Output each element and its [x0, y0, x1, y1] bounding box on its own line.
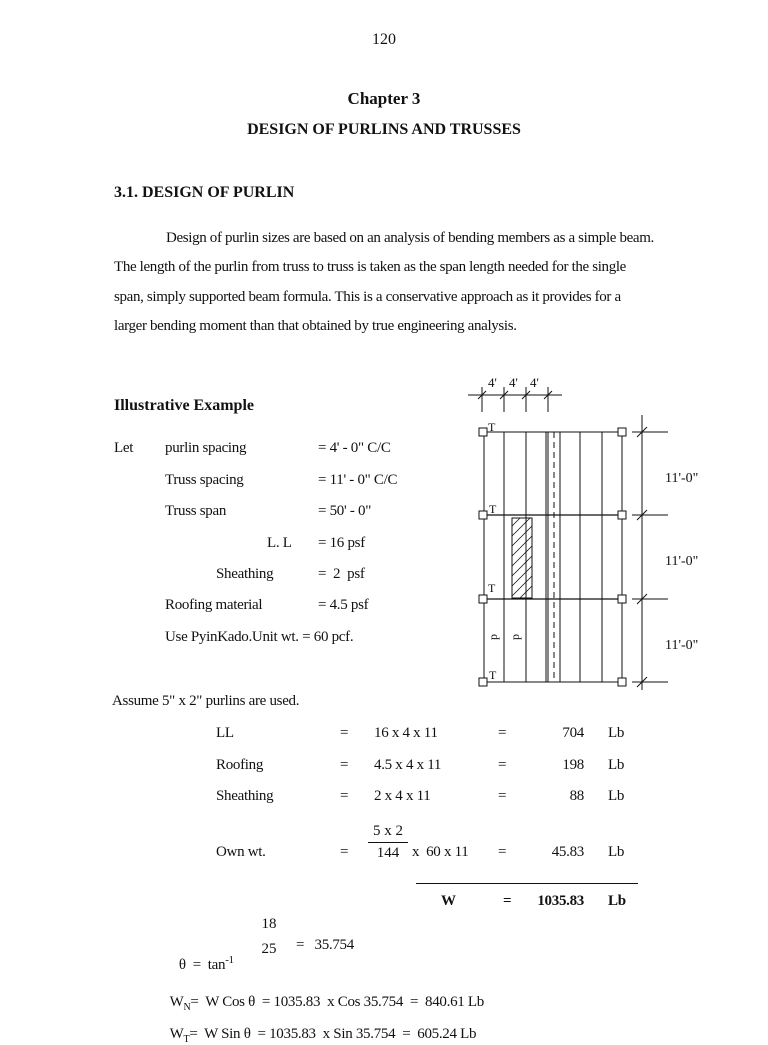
- load-expression: 16 x 4 x 11: [374, 725, 438, 741]
- given-value: = 50' - 0": [318, 503, 372, 519]
- theta-fraction: [254, 916, 284, 958]
- load-label: Own wt.: [216, 844, 266, 860]
- unit-weight-note: Use PyinKado.Unit wt. = 60 pcf.: [165, 629, 354, 645]
- wt-subscript: T: [183, 1034, 190, 1045]
- chapter-heading: Chapter 3: [347, 89, 421, 108]
- span-dim-label: 11'-0": [665, 638, 699, 653]
- dim-label: 4': [530, 375, 539, 390]
- paragraph-line: span, simply supported beam formula. This is a conservative approach as it provides for a: [114, 288, 621, 305]
- wt-symbol: W: [169, 1026, 184, 1042]
- own-weight-fraction: [368, 823, 408, 862]
- intro-paragraph: [114, 224, 710, 341]
- given-value: = 11' - 0" C/C: [318, 472, 398, 488]
- wn-subscript: N: [183, 1002, 191, 1013]
- let-label: Let: [114, 440, 134, 456]
- purlin-layout-diagram: [460, 370, 700, 695]
- equals: =: [498, 725, 507, 741]
- dim-label: 4': [509, 375, 518, 390]
- given-value: = 2 psf: [318, 566, 365, 582]
- equals: =: [340, 844, 349, 860]
- total-value: 1035.83: [537, 893, 584, 909]
- equals: =: [498, 788, 507, 804]
- load-label: LL: [216, 725, 234, 741]
- example-title: Illustrative Example: [114, 397, 254, 414]
- given-value: = 4' - 0" C/C: [318, 440, 391, 456]
- normal-component: [163, 977, 484, 1013]
- load-unit: Lb: [608, 788, 625, 804]
- load-unit: Lb: [608, 725, 625, 741]
- paragraph-line: larger bending moment than that obtained by true engineering analysis.: [114, 317, 517, 334]
- equals: =: [498, 844, 507, 860]
- span-dim-label: 11'-0": [665, 471, 699, 486]
- fraction-numerator: 5 x 2: [368, 823, 408, 843]
- truss-label: T: [489, 668, 497, 682]
- wn-expression: = W Cos θ = 1035.83 x Cos 35.754 = 840.61 Lb: [190, 994, 484, 1010]
- equals: =: [340, 757, 349, 773]
- load-expression: 4.5 x 4 x 11: [374, 757, 442, 773]
- purlin-label: p: [508, 634, 522, 640]
- given-label: L. L: [267, 535, 292, 551]
- equals: =: [340, 788, 349, 804]
- load-label: Sheathing: [216, 788, 274, 804]
- paragraph-line: The length of the purlin from truss to truss is taken as the span length needed for the single: [114, 259, 626, 276]
- inverse-exponent: -1: [225, 954, 234, 966]
- dim-label: 4': [488, 375, 497, 390]
- equals: =: [340, 725, 349, 741]
- truss-label: T: [488, 420, 496, 434]
- paragraph-line: Design of purlin sizes are based on an analysis of bending members as a simple beam.: [166, 230, 654, 246]
- theta-lhs: θ = tan: [178, 957, 226, 973]
- fraction-numerator: 18: [261, 916, 277, 932]
- load-value: 704: [562, 725, 584, 741]
- wt-expression: = W Sin θ = 1035.83 x Sin 35.754 = 605.24 Lb: [189, 1026, 477, 1042]
- load-unit: Lb: [608, 757, 625, 773]
- wn-symbol: W: [169, 994, 184, 1010]
- given-label: Truss span: [165, 503, 227, 519]
- total-label: W: [441, 893, 456, 909]
- span-dim-label: 11'-0": [665, 554, 699, 569]
- given-label: purlin spacing: [165, 440, 247, 456]
- truss-label: T: [488, 581, 496, 595]
- assumption: Assume 5" x 2" purlins are used.: [112, 693, 300, 709]
- load-expression: 2 x 4 x 11: [374, 788, 431, 804]
- page-number: 120: [372, 31, 396, 48]
- given-label: Truss spacing: [165, 472, 244, 488]
- fraction-denominator: 25: [261, 941, 277, 957]
- own-weight-expression: x 60 x 11: [412, 844, 469, 860]
- purlin-label: p: [486, 634, 500, 640]
- truss-label: T: [489, 502, 497, 516]
- sum-rule: [416, 883, 638, 884]
- given-label: Sheathing: [216, 566, 274, 582]
- load-label: Roofing: [216, 757, 264, 773]
- load-value: 198: [562, 757, 584, 773]
- theta-equation: [172, 937, 234, 974]
- load-value: 45.83: [551, 844, 584, 860]
- given-value: = 4.5 psf: [318, 597, 369, 613]
- total-unit: Lb: [608, 893, 626, 909]
- given-label: Roofing material: [165, 597, 263, 613]
- load-unit: Lb: [608, 844, 625, 860]
- fraction-denominator: 144: [376, 845, 400, 861]
- section-title: 3.1. DESIGN OF PURLIN: [114, 184, 295, 201]
- chapter-title: DESIGN OF PURLINS AND TRUSSES: [247, 121, 521, 138]
- load-value: 88: [569, 788, 584, 804]
- tangential-component: [163, 1009, 476, 1045]
- theta-result: = 35.754: [296, 937, 354, 953]
- given-value: = 16 psf: [318, 535, 365, 551]
- equals: =: [503, 893, 512, 909]
- equals: =: [498, 757, 507, 773]
